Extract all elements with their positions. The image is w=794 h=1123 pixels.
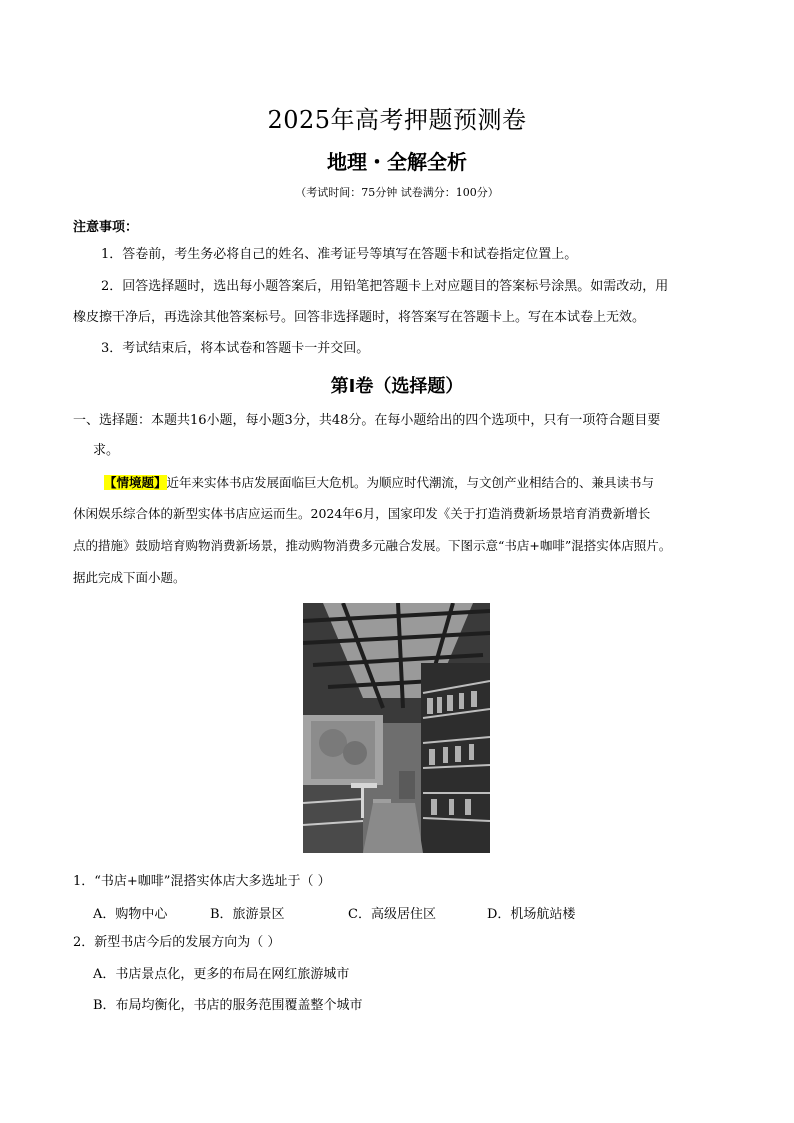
section-title: 第Ⅰ卷（选择题） [330,376,464,397]
notice-item: 3．考试结束后，将本试卷和答题卡一并交回。 [101,341,370,356]
exam-title: 2025年高考押题预测卷 [267,106,527,134]
option-a: A．购物中心 [93,907,168,922]
exam-subtitle: 地理・全解全析 [327,150,467,174]
context-text: 近年来实体书店发展面临巨大危机。为顺应时代潮流，与文创产业相结合的、兼具读书与 [166,475,655,490]
bookstore-cafe-photo [303,603,490,853]
question-stem: 1．“书店+咖啡”混搭实体店大多选址于（ ） [73,874,331,889]
exam-meta: （考试时间：75分钟 试卷满分：100分） [295,186,499,199]
part-instruction: 一、选择题：本题共16小题，每小题3分，共48分。在每小题给出的四个选项中，只有一项符合题目要 [73,413,661,428]
option-b: B．布局均衡化，书店的服务范围覆盖整个城市 [93,998,363,1013]
option-c: C．高级居住区 [348,907,436,922]
context-tag: 【情境题】 [104,475,167,490]
option-a: A．书店景点化，更多的布局在网红旅游城市 [93,967,350,982]
context-line: 点的措施》鼓励培育购物消费新场景，推动购物消费多元融合发展。下图示意“书店+咖啡”混搭实体店照片。 [73,538,672,553]
context-paragraph [104,474,654,492]
notice-item: 2．回答选择题时，选出每小题答案后，用铅笔把答题卡上对应题目的答案标号涂黑。如需改动，用 [101,279,669,294]
context-line: 据此完成下面小题。 [73,570,186,585]
option-d: D．机场航站楼 [487,907,576,922]
context-line: 休闲娱乐综合体的新型实体书店应运而生。2024年6月，国家印发《关于打造消费新场景培育消费新增长 [73,506,651,521]
part-instruction-continued: 求。 [93,443,120,458]
notice-heading: 注意事项： [73,220,139,235]
notice-item: 1．答卷前，考生务必将自己的姓名、准考证号等填写在答题卡和试卷指定位置上。 [101,247,578,262]
option-b: B．旅游景区 [210,907,285,922]
question-stem: 2．新型书店今后的发展方向为（ ） [73,935,281,950]
notice-item-continued: 橡皮擦干净后，再选涂其他答案标号。回答非选择题时，将答案写在答题卡上。写在本试卷上无效。 [73,310,646,325]
